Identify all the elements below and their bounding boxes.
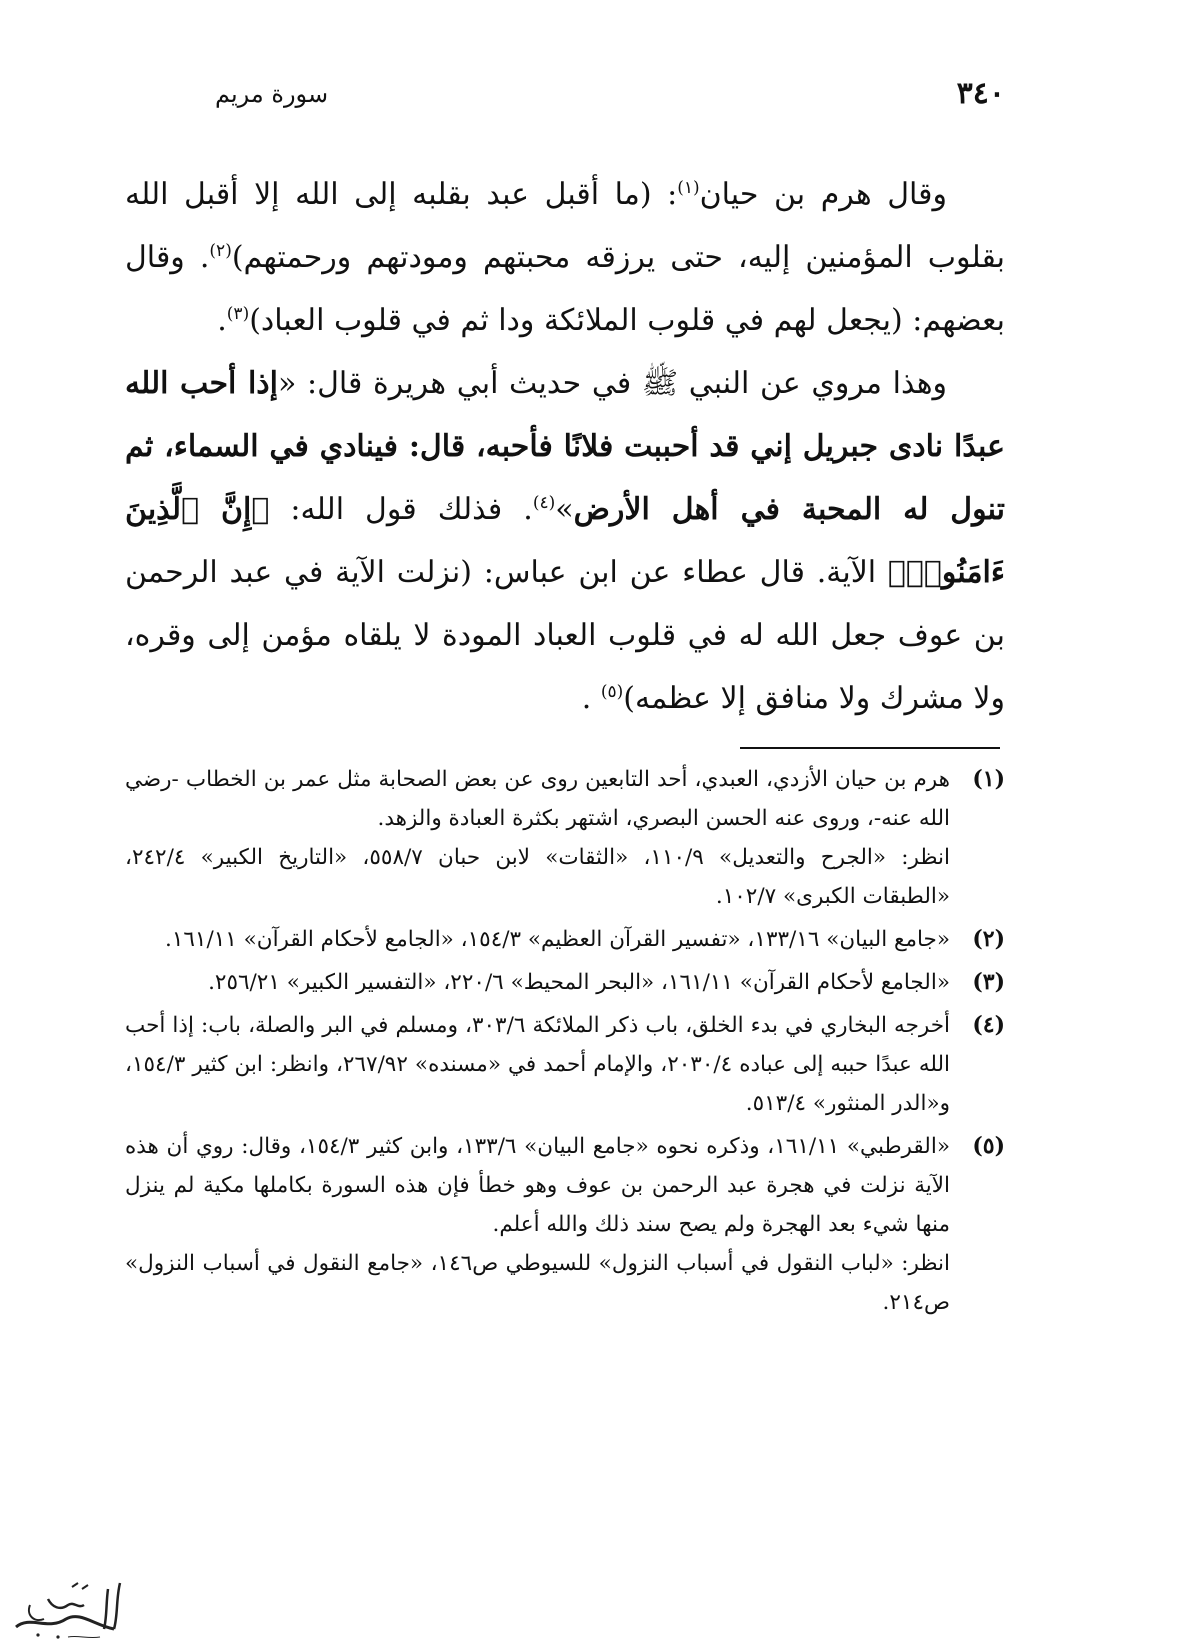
footnote-ref-2: (٢) <box>209 241 232 261</box>
footnote-number: (٣) <box>972 969 1005 995</box>
footnote-body <box>125 963 950 1002</box>
footnotes <box>125 760 1005 1326</box>
footnote-number: (٥) <box>972 1133 1005 1159</box>
calligraphy-logo-icon <box>8 1575 128 1643</box>
hadith-text: إذا أحب الله عبدًا نادى جبريل إني قد أحببت فلانًا فأحبه، قال: فينادي في السماء، ثم تنول له المحبة في أهل الأرض <box>125 366 1005 527</box>
page-number: ٣٤٠ <box>956 76 1005 111</box>
running-head: سورة مريم <box>215 80 329 108</box>
footnote-number: (٢) <box>972 926 1005 952</box>
p1-text-a: وقال هرم بن حيان <box>699 177 947 212</box>
p2-text-e: . <box>581 681 601 716</box>
p1-text-b: : (ما أقبل عبد بقلبه إلى الله إلا أقبل الله بقلوب المؤمنين إليه، حتى يرزقه محبتهم ومودتهم ورحمتهم) <box>125 177 1006 275</box>
footnote-line: «الجامع لأحكام القرآن» ١٦١/١١، «البحر المحيط» ٢٢٠/٦، «التفسير الكبير» ٢٥٦/٢١. <box>208 970 950 995</box>
footnote-line: «القرطبي» ١٦١/١١، وذكره نحوه «جامع البيان» ١٣٣/٦، وابن كثير ١٥٤/٣، وقال: روي أن هذه الآية نزلت في هجرة عبد الرحمن بن عوف وهو خطأ فإن هذه السورة بكاملها مكية لم ينزل منها شيء بعد الهجرة ولم يصح سند ذلك والله أعلم. <box>125 1134 950 1237</box>
footnote-line: انظر: «الجرح والتعديل» ١١٠/٩، «الثقات» لابن حبان ٥٥٨/٧، «التاريخ الكبير» ٢٤٢/٤، «الطبقات الكبرى» ١٠٢/٧. <box>125 845 950 909</box>
footnote-5 <box>125 1127 1005 1322</box>
p1-text-c: . وقال بعضهم: (يجعل لهم في قلوب الملائكة ودا ثم في قلوب العباد) <box>125 240 1005 338</box>
p2-text-b: » <box>555 492 574 527</box>
page-header <box>215 72 1005 122</box>
footnote-ref-1: (١) <box>677 178 700 198</box>
quran-verse: ﴿إِنَّ ٱلَّذِينَ ءَامَنُوا۟﴾ <box>125 492 1005 590</box>
footnote-body <box>125 1127 950 1322</box>
p2-text-d: الآية. قال عطاء عن ابن عباس: (نزلت الآية في عبد الرحمن بن عوف جعل الله له في قلوب العباد المودة لا يلقاه مؤمن إلى وقره، ولا مشرك ولا منافق إلا عظمه) <box>125 555 1005 716</box>
footnote-line: هرم بن حيان الأزدي، العبدي، أحد التابعين روى عن بعض الصحابة مثل عمر بن الخطاب -رضي الله عنه-، وروى عنه الحسن البصري، اشتهر بكثرة العبادة والزهد. <box>125 767 950 831</box>
footnote-line: «جامع البيان» ١٣٣/١٦، «تفسير القرآن العظيم» ١٥٤/٣، «الجامع لأحكام القرآن» ١٦١/١١. <box>164 927 950 952</box>
main-text <box>125 163 1005 730</box>
footnote-body <box>125 760 950 916</box>
footnote-4 <box>125 1006 1005 1123</box>
footnote-3 <box>125 963 1005 1002</box>
footnote-2 <box>125 920 1005 959</box>
footnote-body <box>125 1006 950 1123</box>
paragraph-1 <box>125 163 1005 352</box>
footnote-ref-3: (٣) <box>226 304 250 324</box>
footnote-ref-4: (٤) <box>532 493 556 513</box>
footnote-ref-5: (٥) <box>600 682 624 702</box>
footnote-number: (٤) <box>972 1012 1005 1038</box>
paragraph-2 <box>125 352 1005 730</box>
p2-text-c: . فذلك قول الله: <box>269 492 533 527</box>
footnote-line: انظر: «لباب النقول في أسباب النزول» للسيوطي ص١٤٦، «جامع النقول في أسباب النزول» ص٢١٤. <box>125 1251 950 1315</box>
footnote-separator <box>740 747 1000 749</box>
footnote-line: أخرجه البخاري في بدء الخلق، باب ذكر الملائكة ٣٠٣/٦، ومسلم في البر والصلة، باب: إذا أحب الله عبدًا حببه إلى عباده ٢٠٣٠/٤، والإمام أحمد في «مسنده» ٢٦٧/٩٢، وانظر: ابن كثير ١٥٤/٣، و«الدر المنثور» ٥١٣/٤. <box>125 1013 951 1116</box>
p1-text-d: . <box>217 303 227 338</box>
footnote-1 <box>125 760 1005 916</box>
p2-text-a: وهذا مروي عن النبي ﷺ في حديث أبي هريرة قال: « <box>278 366 947 401</box>
footnote-body <box>125 920 950 959</box>
footnote-number: (١) <box>972 766 1005 792</box>
